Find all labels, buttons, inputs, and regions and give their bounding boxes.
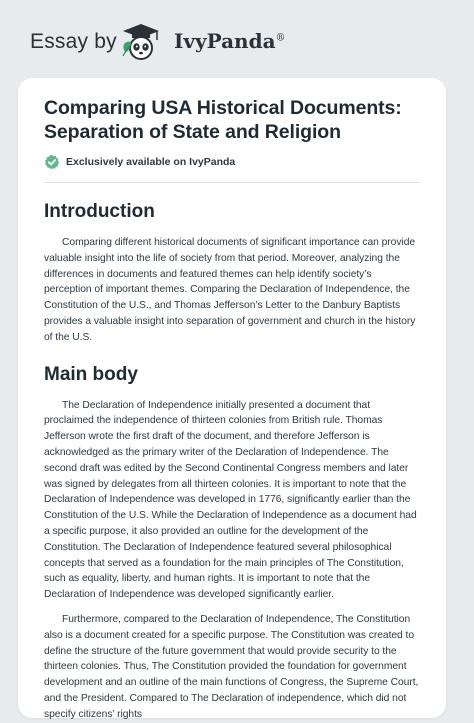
brand-text: IvyPanda	[174, 29, 276, 53]
main-body-paragraph-1: The Declaration of Independence initially presented a document that proclaimed the independence of thirteen colonies from British rule. Thomas Jefferson wrote the first draft of the document, and therefore Jefferson is acknowledged as the primary writer of the Declaration of Independence. The second draft was edited by the Second Continental Congress members and later was signed by delegates from all thirteen colonies. It is important to note that the Declaration of Independence was developed in 1776, significantly earlier than the Constitution of the U.S. While the Declaration of Independence as a document had a specific purpose, it also provided an outline for the development of the Constitution. The Declaration of Independence featured several philosophical concepts that served as a foundation for the main principles of The Constitution, such as equality, liberty, and human rights. It is important to note that the Declaration of Independence was developed significantly earlier.	[44, 399, 417, 601]
registered-mark: ®	[275, 32, 286, 44]
section-heading-introduction: Introduction	[44, 201, 155, 222]
exclusive-badge	[44, 154, 420, 170]
essay-card	[18, 78, 446, 718]
main-body-paragraph-2: Furthermore, compared to the Declaration of Independence, The Constitution also is a document created for a specific purpose. The Constitution was created to define the structure of the future government that would provide security to the thirteen colonies. Thus, The Constitution provided the foundation for government development and an outline of the main functions of Congress, the Supreme Court, and the President. Compared to The Declaration of independence, which did not specify citizens’ rights	[44, 613, 419, 720]
essay-by-label: Essay by	[30, 30, 117, 53]
divider	[44, 182, 420, 183]
site-header	[0, 0, 474, 80]
panda-graduate-icon[interactable]	[119, 22, 163, 62]
intro-paragraph: Comparing different historical documents of significant importance can provide valuable insight into the life of society from that period. Moreover, analyzing the differences in documents and featured themes can help identify society’s perception of important themes. Comparing the Declaration of Independence, the Constitution of the U.S., and Thomas Jefferson’s Letter to the Danbury Baptists provides a valuable insight into separation of government and church in the history of the U.S.	[44, 237, 416, 343]
section-heading-main-body: Main body	[44, 363, 138, 385]
brand-name[interactable]	[174, 29, 286, 53]
check-badge-icon	[44, 154, 60, 170]
exclusive-label: Exclusively available on IvyPanda	[66, 156, 236, 168]
essay-title: Comparing USA Historical Documents: Separation of State and Religion	[44, 97, 402, 143]
